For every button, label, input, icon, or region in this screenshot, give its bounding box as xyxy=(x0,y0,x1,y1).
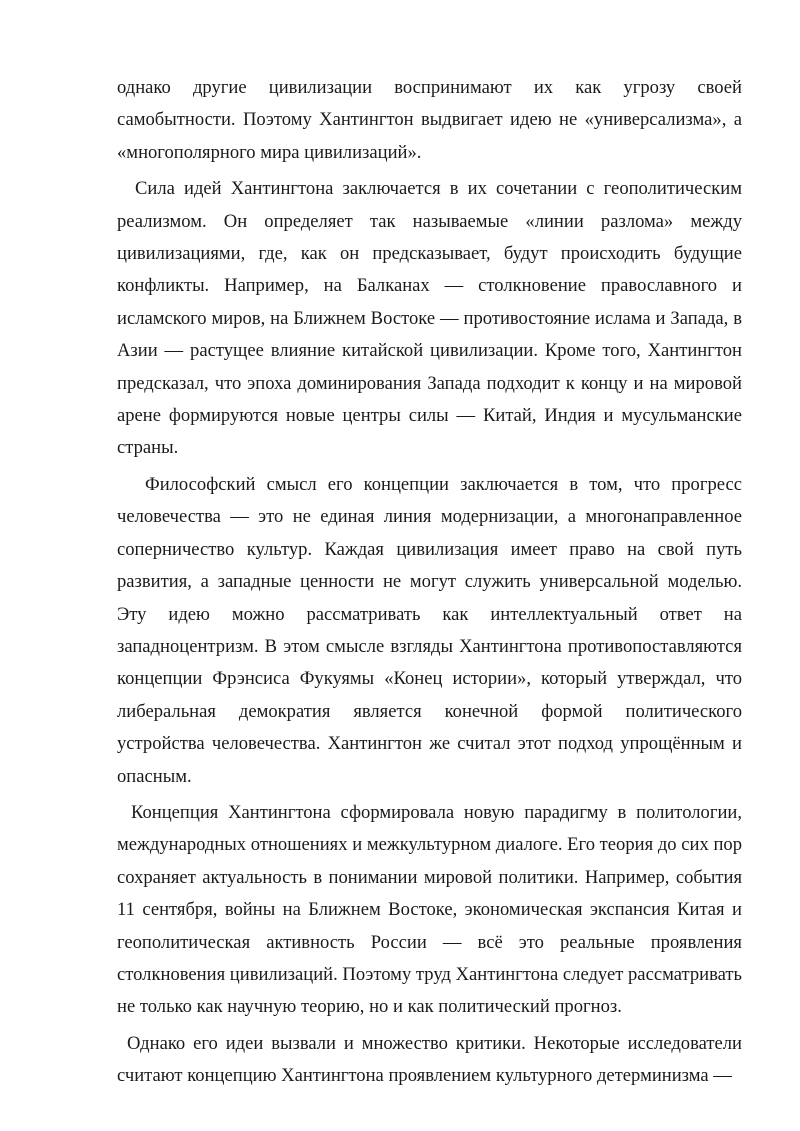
paragraph-criticism: Однако его идеи вызвали и множество критики. Некоторые исследователи считают концепцию Хантингтона проявлением культурного детерминизма — xyxy=(117,1032,742,1087)
document-body xyxy=(117,72,742,1097)
paragraph-philosophical-meaning: Философский смысл его концепции заключается в том, что прогресс человечества — это не единая линия модернизации, а многонаправленное соперничество культур. Каждая цивилизация имеет право на свой путь развития, а западные ценности не могут служить универсальной моделью. Эту идею можно рассматривать как интеллектуальный ответ на западноцентризм. В этом смысле взгляды Хантингтона противопоставляются концепции Фрэнсиса Фукуямы «Конец истории», который утверждал, что либеральная демократия является конечной формой политического устройства человечества. Хантингтон же считал этот подход упрощённым и опасным. xyxy=(117,473,742,787)
paragraph-geopolitical-realism: Сила идей Хантингтона заключается в их сочетании с геополитическим реализмом. Он определяет так называемые «линии разлома» между цивилизациями, где, как он предсказывает, будут происходить будущие конфликты. Например, на Балканах — столкновение православного и исламского миров, на Ближнем Востоке — противостояние ислама и Запада, в Азии — растущее влияние китайской цивилизации. Кроме того, Хантингтон предсказал, что эпоха доминирования Запада подходит к концу и на мировой арене формируются новые центры силы — Китай, Индия и мусульманские страны. xyxy=(117,178,742,459)
paragraph-new-paradigm: Концепция Хантингтона сформировала новую парадигму в политологии, международных отношениях и межкультурном диалоге. Его теория до сих пор сохраняет актуальность в понимании мировой политики. Например, события 11 сентября, войны на Ближнем Востоке, экономическая экспансия Китая и геополитическая активность России — всё это реальные проявления столкновения цивилизаций. Поэтому труд Хантингтона следует рассматривать не только как научную теорию, но и как политический прогноз. xyxy=(117,801,742,1018)
paragraph-continuation: однако другие цивилизации воспринимают их как угрозу своей самобытности. Поэтому Хантингтон выдвигает идею не «универсализма», а «многополярного мира цивилизаций». xyxy=(117,77,742,163)
